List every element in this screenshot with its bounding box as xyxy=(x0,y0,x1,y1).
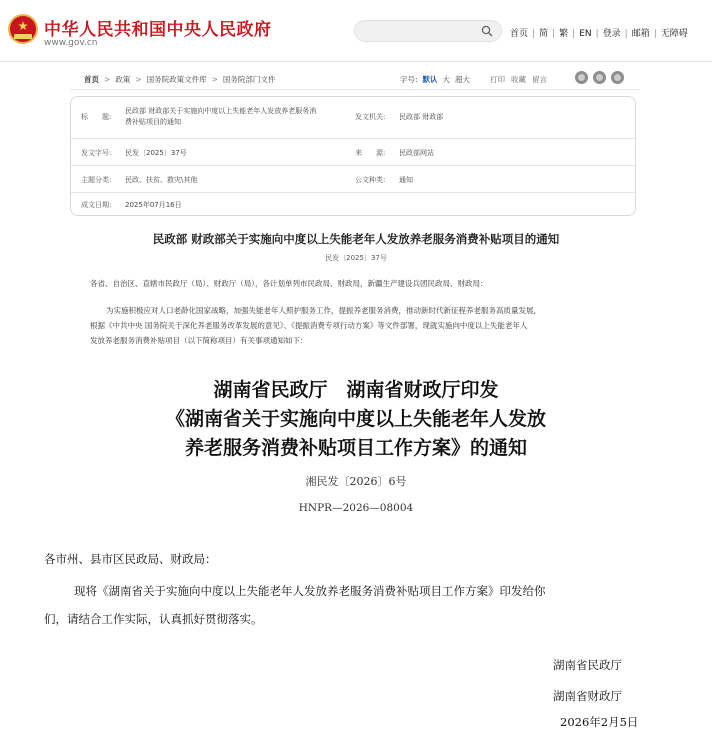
ministry-notice-addressee: 各省、自治区、直辖市民政厅（局）、财政厅（局），各计划单列市民政局、财政局，新疆生产建设兵团民政局、财政局： xyxy=(90,279,488,288)
font-size-default[interactable]: 默认 xyxy=(422,75,438,84)
meta-source-value: 民政部网站 xyxy=(399,149,434,157)
provincial-body-line: 们，请结合工作实际，认真抓好贯彻落实。 xyxy=(44,612,263,626)
provincial-notice-body xyxy=(44,577,674,633)
meta-docno-value: 民发〔2025〕37号 xyxy=(125,149,187,157)
meta-row-title xyxy=(71,97,635,139)
divider: | xyxy=(572,29,576,39)
provincial-title-line: 养老服务消费补贴项目工作方案》的通知 xyxy=(184,437,527,459)
meta-category-value: 民政、扶贫、救灾\其他 xyxy=(125,176,198,184)
divider: | xyxy=(595,29,599,39)
national-emblem-icon[interactable] xyxy=(8,14,38,44)
meta-issuer-label: 发文机关: xyxy=(355,113,386,121)
search-input[interactable] xyxy=(354,20,502,42)
breadcrumb-policy-library[interactable]: 国务院政策文件库 xyxy=(146,75,207,84)
breadcrumb-policy[interactable]: 政策 xyxy=(115,75,131,84)
provincial-notice-code: HNPR—2026—08004 xyxy=(298,502,414,514)
document-metadata-table xyxy=(70,96,636,216)
meta-row-category xyxy=(71,166,635,193)
meta-docno-label: 发文字号: xyxy=(81,149,112,157)
provincial-title-line: 湖南省民政厅 湖南省财政厅印发 xyxy=(213,379,499,401)
search-icon[interactable] xyxy=(481,25,493,37)
meta-doctype-label: 公文种类: xyxy=(355,176,386,184)
wechat-share-icon[interactable] xyxy=(593,71,606,84)
ministry-notice-number: 民发〔2025〕37号 xyxy=(325,254,387,262)
comment-button[interactable]: 留言 xyxy=(532,75,547,84)
font-size-large[interactable]: 大 xyxy=(442,75,451,84)
meta-row-date xyxy=(71,193,635,217)
breadcrumb-separator-icon: > xyxy=(104,75,111,84)
notice-body-line: 为实施积极应对人口老龄化国家战略，加强失能老年人照护服务工作，提振养老服务消费，推动新时代新征程养老服务高质量发展， xyxy=(106,306,541,315)
meta-category-label: 主题分类: xyxy=(81,176,112,184)
meta-title-line: 费补贴项目的通知 xyxy=(125,118,181,126)
divider: | xyxy=(653,29,657,39)
provincial-notice-addressee: 各市州、县市区民政局、财政局： xyxy=(44,552,217,566)
page-actions xyxy=(490,74,553,85)
weibo-share-icon[interactable] xyxy=(575,71,588,84)
font-size-xlarge[interactable]: 超大 xyxy=(455,75,471,84)
divider: | xyxy=(624,29,628,39)
site-url: www.gov.cn xyxy=(44,38,98,48)
breadcrumb-department-files[interactable]: 国务院部门文件 xyxy=(222,75,276,84)
ministry-notice-body xyxy=(90,303,630,348)
font-size-label: 字号: xyxy=(400,75,418,84)
divider: | xyxy=(552,29,556,39)
site-header xyxy=(0,0,712,62)
header-link-english[interactable]: EN xyxy=(579,29,592,39)
meta-date-value: 2025年07月16日 xyxy=(125,201,182,209)
header-link-login[interactable]: 登录 xyxy=(602,29,621,39)
divider: | xyxy=(532,29,536,39)
header-link-home[interactable]: 首页 xyxy=(510,29,529,39)
favorite-button[interactable]: 收藏 xyxy=(511,75,526,84)
signing-date: 2026年2月5日 xyxy=(560,715,639,729)
provincial-title-line: 《湖南省关于实施向中度以上失能老年人发放 xyxy=(165,408,546,430)
site-name[interactable]: 中华人民共和国中央人民政府 xyxy=(44,20,272,40)
meta-title-label: 标 题: xyxy=(81,113,112,121)
header-link-traditional[interactable]: 繁 xyxy=(559,29,569,39)
print-button[interactable]: 打印 xyxy=(490,75,505,84)
signer-civil-affairs: 湖南省民政厅 xyxy=(553,658,622,672)
meta-source-label: 来 源: xyxy=(355,149,386,157)
breadcrumb-toolbar xyxy=(70,68,640,90)
provincial-notice-title xyxy=(0,376,712,463)
header-link-simplified[interactable]: 简 xyxy=(539,29,549,39)
meta-doctype-value: 通知 xyxy=(399,176,413,184)
font-size-switcher xyxy=(400,74,475,85)
notice-body-line: 发放养老服务消费补贴项目（以下简称项目）有关事项通知如下： xyxy=(90,336,308,345)
notice-body-line: 根据《中共中央 国务院关于深化养老服务改革发展的意见》、《提振消费专项行动方案》等文件部署，现就实施向中度以上失能老年人 xyxy=(90,321,528,330)
header-link-mail[interactable]: 邮箱 xyxy=(631,29,650,39)
meta-row-docno xyxy=(71,139,635,166)
meta-issuer-value: 民政部 财政部 xyxy=(399,113,444,121)
provincial-body-line: 现将《湖南省关于实施向中度以上失能老年人发放养老服务消费补贴项目工作方案》印发给你 xyxy=(74,584,546,598)
share-bar xyxy=(570,71,624,86)
breadcrumb xyxy=(84,74,275,85)
breadcrumb-home[interactable]: 首页 xyxy=(84,75,99,84)
header-links xyxy=(510,26,688,39)
header-link-accessibility[interactable]: 无障碍 xyxy=(660,29,688,39)
ministry-notice-title: 民政部 财政部关于实施向中度以上失能老年人发放养老服务消费补贴项目的通知 xyxy=(152,232,560,246)
qzone-share-icon[interactable] xyxy=(611,71,624,84)
breadcrumb-separator-icon: > xyxy=(135,75,142,84)
provincial-notice-number: 湘民发〔2026〕6号 xyxy=(305,475,407,488)
meta-title-line: 民政部 财政部关于实施向中度以上失能老年人发放养老服务消 xyxy=(125,107,317,115)
meta-title-value xyxy=(125,106,316,128)
breadcrumb-separator-icon: > xyxy=(211,75,218,84)
meta-date-label: 成文日期: xyxy=(81,201,112,209)
signer-finance: 湖南省财政厅 xyxy=(553,689,622,703)
